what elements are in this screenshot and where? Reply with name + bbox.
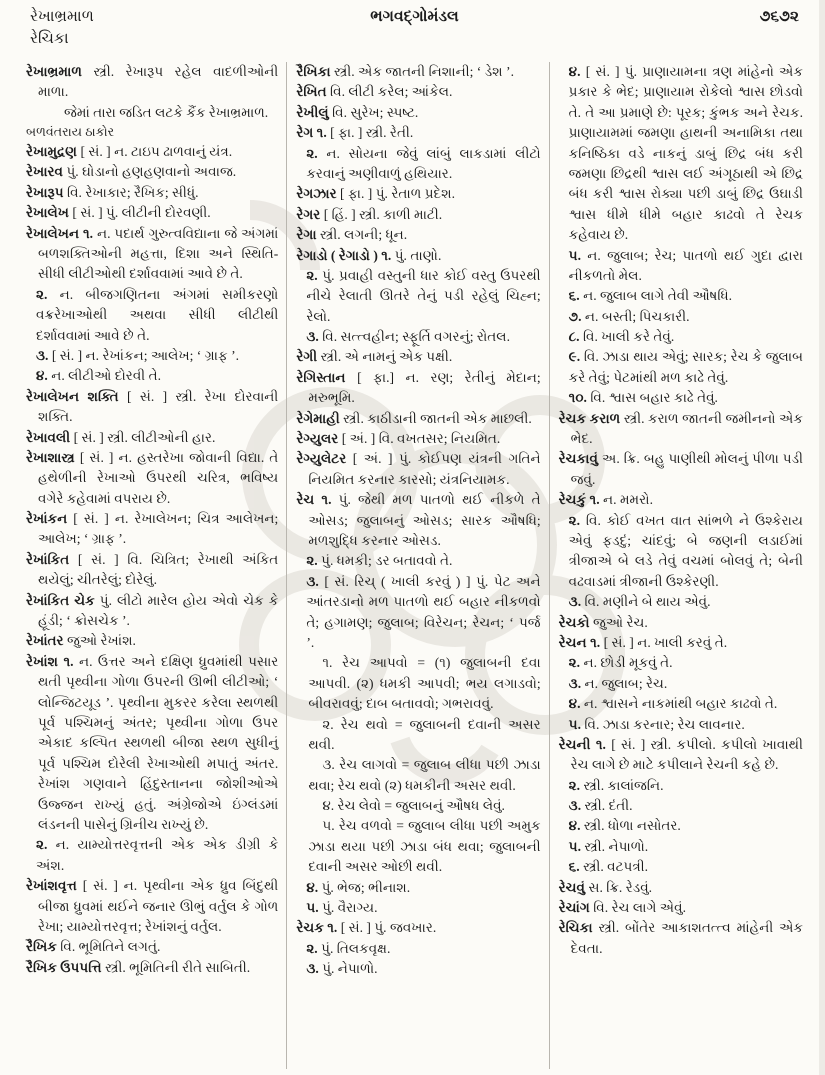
headword: રેગા bbox=[296, 227, 317, 243]
headword: ૮. bbox=[568, 329, 580, 345]
definition-text: [ અં. ] પું. કોઈપણ યંત્રની ગતિને નિયમિત કરનાર કારસો; યંત્રનિયામક. bbox=[308, 451, 541, 487]
headword: ૨. bbox=[306, 145, 318, 161]
dict-sense bbox=[26, 285, 278, 346]
definition-text: વિ. ઝાડા કરનાર; રેચ લાવનાર. bbox=[584, 716, 745, 732]
dict-entry bbox=[26, 183, 278, 203]
dict-sense bbox=[26, 366, 278, 386]
headword: ૬. bbox=[568, 859, 580, 875]
definition-text: ૨. રેચ થવો = જુલાબની દવાની અસર થવી. bbox=[308, 716, 541, 752]
headword: રેખાલેખ bbox=[26, 205, 69, 221]
dict-sense bbox=[559, 653, 803, 673]
dict-entry bbox=[26, 631, 278, 651]
dict-entry bbox=[26, 876, 278, 937]
headword: ૪. bbox=[306, 879, 319, 895]
headword: રેચકું ૧. bbox=[558, 492, 600, 508]
definition-text: બળવંતરાય ઠાકોર bbox=[26, 125, 115, 140]
dict-entry bbox=[26, 958, 278, 978]
dict-sense bbox=[296, 144, 540, 185]
headword: રેખાંકિત ચેક bbox=[26, 592, 95, 608]
definition-text: અ. ક્રિ. બહુ પાણીથી મોલનું પીળા પડી જવું. bbox=[570, 451, 803, 487]
definition-text: ૧. રેચ આપવો = (૧) જુલાબની દવા આપવી. (૨) ધમકી આપવી; ભય લગાડવો; બીવરાવવું; દાબ બતાવવો; ગભરાવવું. bbox=[308, 655, 541, 712]
headword: ૨. bbox=[306, 267, 318, 283]
headword: રેખારવ bbox=[26, 164, 64, 180]
definition-text: [ સં. ] ન. રેખાલેખન; ચિત્ર આલેખન; આલેખ; ‘ ગ્રાફ ’. bbox=[38, 511, 279, 547]
dict-entry bbox=[296, 246, 540, 266]
definition-text: ન. શ્વાસને નાકમાંથી બહાર કાઢવો તે. bbox=[583, 696, 778, 712]
definition-text: [ સં. ] ન. હસ્તરેખા જોવાની વિદ્યા. તે હથેળીની રેખાઓ ઉપરથી ચરિત્ર, ભવિષ્ય વગેરે કહેવામાં વપરાય છે. bbox=[38, 449, 279, 506]
headword: રેચક કરાળ bbox=[558, 410, 621, 426]
headword: રેચાંગ bbox=[558, 900, 590, 916]
definition-text: જુઓ રેચ. bbox=[592, 614, 648, 630]
dict-entry bbox=[26, 224, 278, 285]
attribution bbox=[26, 123, 278, 142]
idiom-line bbox=[296, 816, 540, 877]
definition-text: પું. ભેજ; ભીનાશ. bbox=[321, 879, 411, 895]
dict-sense bbox=[559, 674, 803, 694]
definition-text: [ સં. ] ન. પૃથ્વીના એક ધ્રુવ બિંદુથી બીજા ધ્રુવમાં થઈને જનાર ઊભું વર્તુલ કે ગોળ રેખા; યામ્યોત્તરવૃત્ત; રેખાંશનું વર્તુલ. bbox=[38, 878, 279, 934]
headword: ૨. bbox=[306, 940, 318, 956]
headword: ૩. bbox=[568, 675, 582, 691]
definition-text: પું. પ્રવાહી વસ્તુની ધાર કોઈ વસ્તુ ઉપરથી નીચે રેલાતી ઊતરે તેનું પડી રહેલું ચિહ્ન; રેલો. bbox=[306, 267, 541, 324]
definition-text: સ્ત્રી. કરાળ જાતની જમીનનો એક ભેદ. bbox=[570, 410, 803, 447]
definition-text: વિ. લીટી કરેલ; આંકેલ. bbox=[330, 84, 453, 100]
dict-sense bbox=[559, 307, 803, 327]
dict-sense bbox=[559, 816, 803, 836]
idiom-line bbox=[296, 715, 540, 756]
headword: રેખાશાસ્ત્ર bbox=[26, 449, 75, 465]
dict-entry bbox=[26, 428, 278, 448]
definition-text: [ ફા.] ન. રણ; રેતીનું મેદાન; મરુભૂમિ. bbox=[308, 369, 541, 406]
definition-text: ૩. રેચ લાગવો = જુલાબ લીધા પછી ઝાડા થવા; રેચ થવો (૨) ધમકીની અસર થવી. bbox=[308, 757, 541, 793]
headword: ૪. bbox=[568, 696, 581, 712]
definition-text: [ સં. ] ન. રેખાંકન; આલેખ; ‘ ગ્રાફ ’. bbox=[51, 347, 239, 363]
definition-text: ન. લીટીઓ દોરવી તે. bbox=[51, 368, 162, 384]
dict-entry bbox=[26, 448, 278, 509]
dict-entry bbox=[296, 82, 540, 102]
headword: રેચકો bbox=[558, 614, 590, 630]
headword: રેગ્યુલર bbox=[296, 431, 339, 447]
dict-entry bbox=[296, 123, 540, 143]
definition-text: [ અં. ] વિ. વખતસર; નિયમિત. bbox=[341, 431, 501, 447]
dict-entry bbox=[26, 62, 278, 103]
definition-text: [ સં. ] પું. લીટીની દોરવણી. bbox=[72, 205, 211, 221]
definition-text: વિ. ભૂમિતિને લગતું. bbox=[60, 939, 161, 955]
dict-entry bbox=[26, 937, 278, 957]
headword: રેગેમાહી bbox=[296, 410, 340, 426]
definition-text: પું. વૈરાગ્ય. bbox=[322, 900, 378, 916]
definition-text: વિ. ખાલી કરે તેવું. bbox=[582, 329, 675, 345]
headword: રેખાંકિત bbox=[26, 551, 70, 567]
definition-text: [ ફા. ] સ્ત્રી. રેતી. bbox=[330, 125, 414, 141]
definition-text: ન. છોડી મૂકવું તે. bbox=[583, 655, 673, 671]
definition-text: ન. સોયના જેવું લાંબું લાકડામાં લીટો કરવાનું અણીવાળું હથિયાર. bbox=[306, 145, 541, 181]
definition-text: ન. જુલાબ; રેચ. bbox=[584, 675, 668, 691]
dict-entry bbox=[559, 490, 803, 510]
dict-sense bbox=[559, 286, 803, 306]
headword: રેચકાવું bbox=[558, 451, 598, 467]
headword: ૫. bbox=[568, 247, 581, 263]
headword: ૫. bbox=[306, 900, 319, 916]
headword: ૨. bbox=[36, 286, 48, 302]
definition-text: સ્ત્રી. વટપત્રી. bbox=[583, 859, 649, 875]
headword: ૧૦. bbox=[568, 390, 587, 406]
headword: ૨. bbox=[568, 777, 581, 793]
headword: રેખાંકન bbox=[26, 511, 68, 527]
running-head-left bbox=[30, 6, 286, 51]
definition-text: [ સં. ] ન. ટાઇપ ઢાળવાનું યંત્ર. bbox=[80, 144, 233, 160]
dict-sense bbox=[296, 878, 540, 898]
dict-sense bbox=[559, 246, 803, 287]
dict-sense bbox=[296, 959, 540, 979]
definition-text: ન. ઉત્તર અને દક્ષિણ ધ્રુવમાંથી પસાર થતી પૃથ્વીના ગોળા ઉપરની ઊભી લીટીઓ; ‘ લોન્જિટયૂડ ’. પૃથ્વીના મુકરર કરેલા સ્થળથી પૂર્વ પશ્ચિમનું અંતર; પૃથ્વીના ગોળા ઉપર એકાદ કલ્પિત સ્થળથી બીજા સ્થળ સુધીનું પૂર્વ પશ્ચિમ દોરેલી રેખાઓથી મપાતું અંતર. રેખાંશ ગણવાને હિંદુસ્તાનના જોશીઓએ ઉજ્જન રાખ્યું હતું. અંગ્રેજોએ ઇંગ્લંડમાં લંડનની પાસેનું ગ્રિનીચ રાખ્યું છે. bbox=[38, 653, 279, 832]
dict-entry bbox=[296, 62, 540, 82]
headword: રૈખિકા bbox=[296, 64, 331, 79]
definition-text: વિ. મણીને બે થાય એવું. bbox=[584, 594, 711, 610]
definition-text: સ્ત્રી. બોંતેર આકાશતત્ત્વ માંહેની એક દેવતા. bbox=[570, 920, 804, 956]
dict-entry bbox=[296, 184, 540, 204]
headword: ૭. bbox=[568, 308, 582, 324]
definition-text: વિ. શ્વાસ બહાર કાઢે તેવું. bbox=[590, 390, 718, 406]
definition-text: સ્ત્રી. દંતી. bbox=[584, 798, 633, 814]
dict-sense bbox=[559, 776, 803, 796]
dict-entry bbox=[296, 103, 540, 123]
dict-entry bbox=[296, 490, 540, 551]
headword: રેચક ૧. bbox=[296, 920, 338, 936]
definition-text: [ હિં. ] સ્ત્રી. કાળી માટી. bbox=[323, 206, 443, 222]
headword: ૨. bbox=[568, 512, 581, 528]
dict-entry bbox=[559, 735, 803, 776]
headword: રેગી bbox=[296, 349, 318, 365]
dict-sense bbox=[559, 327, 803, 347]
dict-sense bbox=[296, 898, 540, 918]
verse-line bbox=[26, 103, 278, 123]
headword: રૈખિક bbox=[26, 939, 57, 955]
dict-sense bbox=[559, 388, 803, 408]
definition-text: ન. જુલાબ લાગે તેવી ઔષધિ. bbox=[583, 288, 732, 304]
definition-text: ૫. રેચ વળવો = જુલાબ લીધા પછી અમુક ઝાડા થયા પછી ઝાડા બંધ થવા; જુલાબની દવાની અસર ઓછી થવી. bbox=[308, 818, 541, 875]
headword: ૪. bbox=[568, 64, 581, 79]
definition-text: સ્ત્રી. રેખારૂપ રહેલ વાદળીઓની માળા. bbox=[38, 64, 279, 100]
definition-text: વિ. ઝાડા થાય એવું; સારક; રેચ કે જુલાબ કરે તેવું; પેટમાંથી મળ કાઢે તેવું. bbox=[568, 349, 803, 385]
dict-entry bbox=[296, 918, 540, 938]
definition-text: ન. બસ્તી; પિચકારી. bbox=[584, 308, 690, 324]
definition-text: સ્ત્રી. કાઠીડાની જાતની એક માછલી. bbox=[343, 410, 532, 426]
dict-sense bbox=[296, 572, 540, 654]
dict-sense bbox=[559, 592, 803, 612]
headword: રેખાંશવૃત્ત bbox=[26, 878, 77, 894]
page-number: ૭૬૭૨ bbox=[759, 8, 799, 25]
dict-entry bbox=[26, 550, 278, 591]
definition-text: [ સં. રિચ્ ( ખાલી કરવું ) ] પું. પેટ અને આંતરડાનો મળ પાતળો થઈ બહાર નીકળવો તે; હગામણ; જુલાબ; વિરેચન; રેચન; ‘ પર્જ ’. bbox=[306, 573, 541, 650]
headword: રેગિસ્તાન bbox=[296, 369, 346, 385]
headword: રેગાડો ( રેગાડો ) ૧. bbox=[296, 247, 392, 263]
book-title: ભગવદ્ગોમંડલ bbox=[370, 8, 459, 25]
headword: રેખામુદ્રણ bbox=[26, 144, 78, 160]
headword: ૨. bbox=[36, 837, 48, 853]
headword: ૨. bbox=[306, 553, 318, 569]
dict-sense bbox=[26, 346, 278, 366]
running-header bbox=[30, 6, 799, 51]
definition-text: ન. યામ્યોત્તરવૃત્તની એક એક ડીગ્રી કે અંશ. bbox=[36, 837, 279, 873]
headword: ૩. bbox=[306, 329, 319, 345]
definition-text: [ ફા. ] પું. રેતાળ પ્રદેશ. bbox=[340, 186, 455, 202]
headword: રેચની ૧. bbox=[558, 736, 606, 752]
dict-sense bbox=[559, 715, 803, 735]
definition-text: પું. લીટો મારેલ હોય એવો ચેક કે હૂંડી; ‘ ક્રોસચેક ’. bbox=[38, 592, 279, 629]
dict-sense bbox=[26, 835, 278, 876]
definition-text: વિ. સત્ત્વહીન; સ્ફૂર્તિ વગરનું; રોતલ. bbox=[322, 329, 510, 345]
dict-entry bbox=[559, 449, 803, 490]
dict-entry bbox=[296, 205, 540, 225]
dict-entry bbox=[26, 142, 278, 162]
definition-text: ન. બીજગણિતના અંગમાં સમીકરણો વક્રરેખાઓથી અથવા સીધી લીટીથી દર્શાવવામાં આવે છે તે. bbox=[36, 286, 279, 343]
dict-sense bbox=[559, 62, 803, 246]
headword: ૪. bbox=[568, 818, 581, 834]
definition-text: પું. નેપાળો. bbox=[322, 961, 378, 977]
definition-text: [ સં. ] પું. પ્રાણાયામના ત્રણ માંહેનો એક પ્રકાર કે ભેદ; પ્રાણાયામ રોકેલો શ્વાસ છોડવો તે. તે આ પ્રમાણે છે: પૂરક; કુંભક અને રેચક. પ્રાણાયામમાં જમણા હાથની અનામિકા તથા કનિષ્ઠિકા વડે નાકનું ડાબું છિદ્ર બંધ કરી જમણા છિદ્રથી શ્વાસ લઈ અંગૂઠાથી એ છિદ્ર બંધ કરી શ્વાસ રોક્યા પછી ડાબું છિદ્ર ઉઘાડી શ્વાસ ધીમે ધીમે બહાર કાઢવો તે રેચક કહેવાય છે. bbox=[568, 64, 803, 243]
definition-text: ન. પદાર્થ ગુરુત્વવિદ્યાના જે અંગમાં બળશક્તિઓની મહત્તા, દિશા અને સ્થિતિ-સીધી લીટીઓથી દર્શાવવામાં આવે છે તે. bbox=[38, 225, 279, 282]
dict-entry bbox=[296, 368, 540, 409]
headword: રેગઝાર bbox=[296, 186, 337, 202]
headword: રેખાભ્રમાળ bbox=[26, 64, 82, 79]
dict-sense bbox=[559, 857, 803, 877]
headword: રેખારૂપ bbox=[26, 184, 64, 200]
headword: રેગ્યુલેટર bbox=[296, 451, 347, 467]
headword: રેગર bbox=[296, 206, 321, 222]
dict-sense bbox=[559, 347, 803, 388]
headword: ૪. bbox=[36, 368, 48, 384]
definition-text: સ્ત્રી. એ નામનું એક પક્ષી. bbox=[320, 349, 453, 365]
headword: રેચ ૧. bbox=[296, 492, 332, 508]
dict-sense bbox=[559, 694, 803, 714]
headword: ૩. bbox=[36, 347, 49, 363]
headword: ૩. bbox=[568, 798, 582, 814]
dict-entry bbox=[296, 347, 540, 367]
headword: ૩. bbox=[568, 594, 582, 610]
scan-edge-shadow bbox=[819, 0, 825, 1075]
definition-text: વિ. રેખાકાર; રૈખિક; સીધું. bbox=[67, 184, 199, 200]
definition-text: સ્ત્રી. ભૂમિતિની રીતે સાબિતી. bbox=[105, 959, 251, 975]
dict-entry bbox=[296, 225, 540, 245]
definition-text: [ સં. ] સ્ત્રી. રેખા દોરવાની શક્તિ. bbox=[38, 388, 279, 425]
dict-entry bbox=[26, 652, 278, 836]
headword: ૫. bbox=[568, 716, 581, 732]
headword: રેખાંશ ૧. bbox=[26, 653, 74, 669]
dict-entry bbox=[559, 918, 803, 959]
column-3 bbox=[549, 62, 811, 1069]
headword: ૯. bbox=[568, 349, 581, 365]
dict-sense bbox=[296, 551, 540, 571]
definition-text: સ્ત્રી. લગની; ધૂન. bbox=[320, 227, 408, 243]
definition-text: [ સં. ] સ્ત્રી. કપીલો. કપીલો ખાવાથી રેચ લાગે છે માટે કપીલાને રેચની કહે છે. bbox=[570, 736, 803, 773]
dict-entry bbox=[26, 203, 278, 223]
definition-text: જુઓ રેખાંશ. bbox=[66, 633, 136, 649]
headword: ૨. bbox=[568, 655, 581, 671]
headword: રેખાવલી bbox=[26, 429, 71, 445]
definition-text: સ. ક્રિ. રેડવું. bbox=[588, 879, 653, 895]
definition-text: સ્ત્રી. નેપાળો. bbox=[584, 838, 649, 854]
headword: રૈખિક ઉપપત્તિ bbox=[26, 959, 102, 975]
running-head-last-word: રેચિકા bbox=[30, 30, 69, 48]
headword: રેખીલું bbox=[296, 104, 329, 120]
text-columns bbox=[24, 62, 811, 1069]
headword: રેખાલેખન ૧. bbox=[26, 225, 94, 241]
dict-entry bbox=[26, 162, 278, 182]
dict-sense bbox=[296, 327, 540, 347]
definition-text: પું. ઘોડાનો હણહણવાનો અવાજ. bbox=[66, 164, 237, 180]
definition-text: પું. ધમકી; ડર બતાવવો તે. bbox=[321, 553, 453, 569]
dict-entry bbox=[296, 409, 540, 429]
definition-text: ૪. રેચ લેવો = જુલાબનું ઔષધ લેવું. bbox=[322, 798, 505, 814]
dict-entry bbox=[559, 878, 803, 898]
definition-text: [ સં. ] વિ. ચિત્રિત; રેખાથી અંકિત થયેલું; ચીતરેલું; દોરેલું. bbox=[38, 551, 279, 588]
dict-entry bbox=[296, 449, 540, 490]
idiom-line bbox=[296, 755, 540, 796]
headword: રેખાંતર bbox=[26, 633, 64, 649]
dict-entry bbox=[559, 633, 803, 653]
definition-text: પું. તાણો. bbox=[394, 247, 442, 263]
headword: રેચવું bbox=[558, 879, 586, 895]
definition-text: સ્ત્રી. એક જાતની નિશાની; ‘ ડેશ ’. bbox=[333, 64, 514, 79]
definition-text: સ્ત્રી. ધોળા નસોતર. bbox=[583, 818, 681, 834]
headword: ૩. bbox=[306, 573, 319, 589]
column-1 bbox=[24, 62, 286, 1069]
definition-text: જેમાં તારા જડિત લટકે કૈંક રેખાભ્રમાળ. bbox=[64, 104, 269, 120]
running-head-first-word: રેખાભ્રમાળ bbox=[30, 8, 94, 25]
definition-text: વિ. કોઈ વખત વાત સાંભળે ને ઉશ્કેરાય એવું ફડદું; ચાંદવું; બે જણની લડાઈમાં ત્રીજાએ બે લડે તેવું વચમાં બોલવું તે; બેની વઢવાડમાં ત્રીજાની ઉશ્કેરણી. bbox=[568, 512, 803, 589]
dict-entry bbox=[26, 591, 278, 632]
dict-sense bbox=[559, 511, 803, 593]
headword: રેખાલેખન શક્તિ bbox=[26, 388, 119, 404]
definition-text: સ્ત્રી. કાલાંજનિ. bbox=[583, 777, 664, 793]
dict-entry bbox=[559, 898, 803, 918]
definition-text: વિ. રેચ લાગે એવું. bbox=[593, 900, 687, 916]
column-2 bbox=[286, 62, 548, 1069]
dict-entry bbox=[26, 509, 278, 550]
dict-sense bbox=[296, 266, 540, 327]
idiom-line bbox=[296, 796, 540, 816]
dict-entry bbox=[559, 409, 803, 450]
definition-text: ન. મમરો. bbox=[603, 492, 653, 508]
idiom-line bbox=[296, 653, 540, 714]
dict-entry bbox=[559, 613, 803, 633]
headword: રેચિકા bbox=[558, 920, 593, 936]
definition-text: પું. જેથી મળ પાતળો થઈ નીકળે તે ઓસડ; જુલાબનું ઓસડ; સારક ઔષધિ; મળશુદ્ધિ કરનાર ઓસડ. bbox=[308, 492, 541, 548]
definition-text: વિ. સુરેખ; સ્પષ્ટ. bbox=[332, 104, 419, 120]
headword: ૫. bbox=[568, 838, 581, 854]
definition-text: [ સં. ] સ્ત્રી. લીટીઓની હાર. bbox=[73, 429, 216, 445]
dict-sense bbox=[296, 939, 540, 959]
headword: રેખિત bbox=[296, 84, 327, 100]
definition-text: [ સં. ] ન. ખાલી કરવું તે. bbox=[603, 634, 728, 650]
dict-sense bbox=[559, 837, 803, 857]
headword: ૬. bbox=[568, 288, 580, 304]
definition-text: ન. જુલાબ; રેચ; પાતળો થઈ ગુદા દ્વારા નીકળતો મેલ. bbox=[568, 247, 803, 283]
headword: ૩. bbox=[306, 961, 319, 977]
headword: રેચન ૧. bbox=[558, 634, 601, 650]
dict-entry bbox=[26, 387, 278, 428]
headword: રેગ ૧. bbox=[296, 125, 327, 141]
definition-text: [ સં. ] પું. જવખાર. bbox=[340, 920, 437, 936]
dict-entry bbox=[296, 429, 540, 449]
dict-sense bbox=[559, 796, 803, 816]
definition-text: પું. તિલકવૃક્ષ. bbox=[321, 940, 391, 956]
